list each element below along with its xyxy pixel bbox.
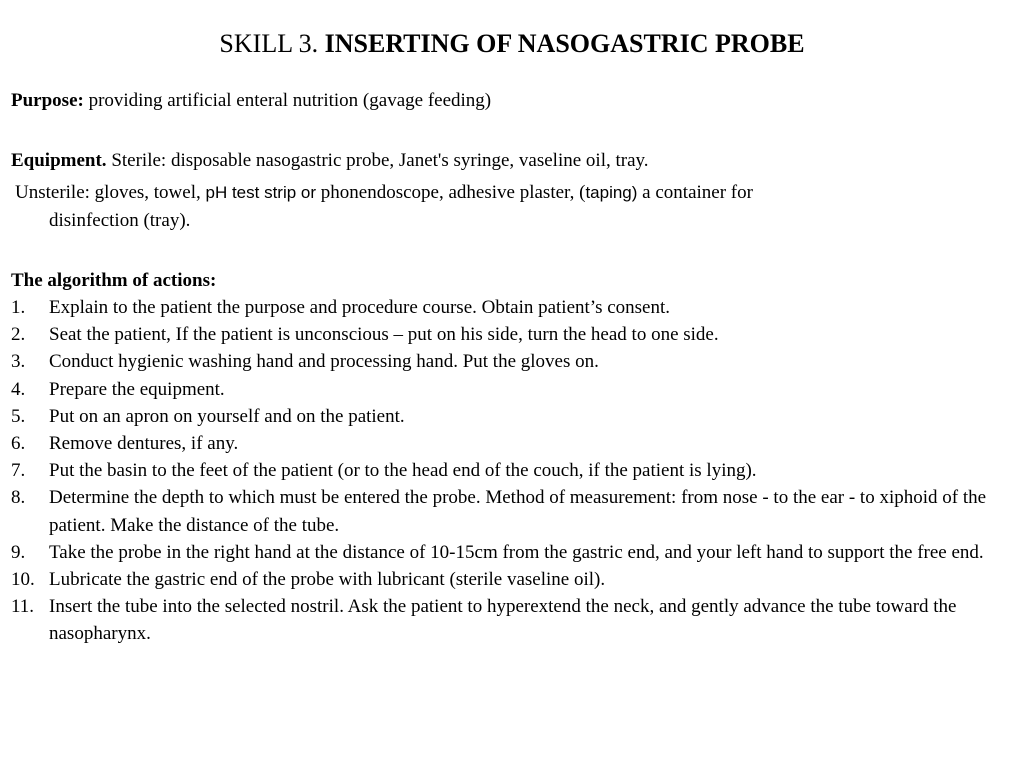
- algorithm-steps-list: [11, 294, 1011, 648]
- equipment-unsterile-continuation: [49, 207, 190, 234]
- step-text: Conduct hygienic washing hand and processing hand. Put the gloves on.: [49, 351, 599, 373]
- step-number: 3.: [11, 351, 26, 373]
- unsterile-text-a: Unsterile: gloves, towel,: [15, 182, 201, 203]
- unsterile-taping: taping): [585, 183, 638, 202]
- step-item: [11, 294, 1011, 321]
- step-item: [11, 376, 1011, 403]
- step-item: [11, 403, 1011, 430]
- step-item: [11, 484, 1011, 538]
- step-number: 10.: [11, 569, 35, 591]
- algorithm-heading: The algorithm of actions:: [11, 270, 217, 291]
- equipment-sterile-text: Sterile: disposable nasogastric probe, Janet's syringe, vaseline oil, tray.: [111, 150, 649, 171]
- step-text: Put on an apron on yourself and on the patient.: [49, 405, 405, 427]
- step-item: [11, 321, 1011, 348]
- step-number: 11.: [11, 596, 35, 618]
- step-number: 1.: [11, 297, 26, 318]
- step-text: Determine the depth to which must be entered the probe. Method of measurement: from nose - to the ear - to xiphoid of the patient. Make the distance of the tube.: [49, 487, 987, 536]
- step-item: [11, 348, 1011, 375]
- unsterile-text-e: a container for: [642, 182, 753, 203]
- step-number: 5.: [11, 405, 26, 427]
- unsterile-text-c: phonendoscope, adhesive plaster, (: [320, 182, 586, 203]
- title-prefix: SKILL 3.: [219, 29, 319, 58]
- unsterile-text-f: disinfection (tray).: [49, 210, 191, 231]
- step-number: 8.: [11, 487, 26, 509]
- step-text: Lubricate the gastric end of the probe with lubricant (sterile vaseline oil).: [49, 569, 606, 591]
- step-text: Insert the tube into the selected nostril. Ask the patient to hyperextend the neck, and gently advance the tube toward the nasopharynx.: [49, 596, 957, 645]
- step-item: [11, 430, 1011, 457]
- step-text: Put the basin to the feet of the patient (or to the head end of the couch, if the patient is lying).: [49, 460, 757, 482]
- step-text: Remove dentures, if any.: [49, 433, 239, 455]
- step-item: [11, 457, 1011, 484]
- equipment-unsterile-line: [15, 179, 753, 206]
- purpose-text: providing artificial enteral nutrition (gavage feeding): [88, 90, 492, 111]
- step-number: 2.: [11, 324, 26, 346]
- step-text: Take the probe in the right hand at the distance of 10-15cm from the gastric end, and your left hand to support the free end.: [49, 541, 984, 563]
- step-number: 6.: [11, 433, 26, 455]
- step-item: [11, 539, 1011, 566]
- step-text: Seat the patient, If the patient is unconscious – put on his side, turn the head to one side.: [49, 324, 719, 346]
- unsterile-ph-strip: pH test strip or: [205, 183, 317, 202]
- step-item: [11, 566, 1011, 593]
- step-number: 4.: [11, 378, 26, 400]
- page-title: [0, 27, 1024, 61]
- step-number: 7.: [11, 460, 26, 482]
- equipment-label: Equipment.: [11, 150, 107, 171]
- step-text: Explain to the patient the purpose and procedure course. Obtain patient’s consent.: [49, 297, 671, 318]
- step-number: 9.: [11, 541, 26, 563]
- step-item: [11, 593, 1011, 647]
- equipment-sterile-line: [11, 147, 649, 174]
- purpose-label: Purpose:: [11, 90, 84, 111]
- title-main: INSERTING OF NASOGASTRIC PROBE: [324, 29, 805, 58]
- purpose-line: [11, 87, 491, 114]
- step-text: Prepare the equipment.: [49, 378, 225, 400]
